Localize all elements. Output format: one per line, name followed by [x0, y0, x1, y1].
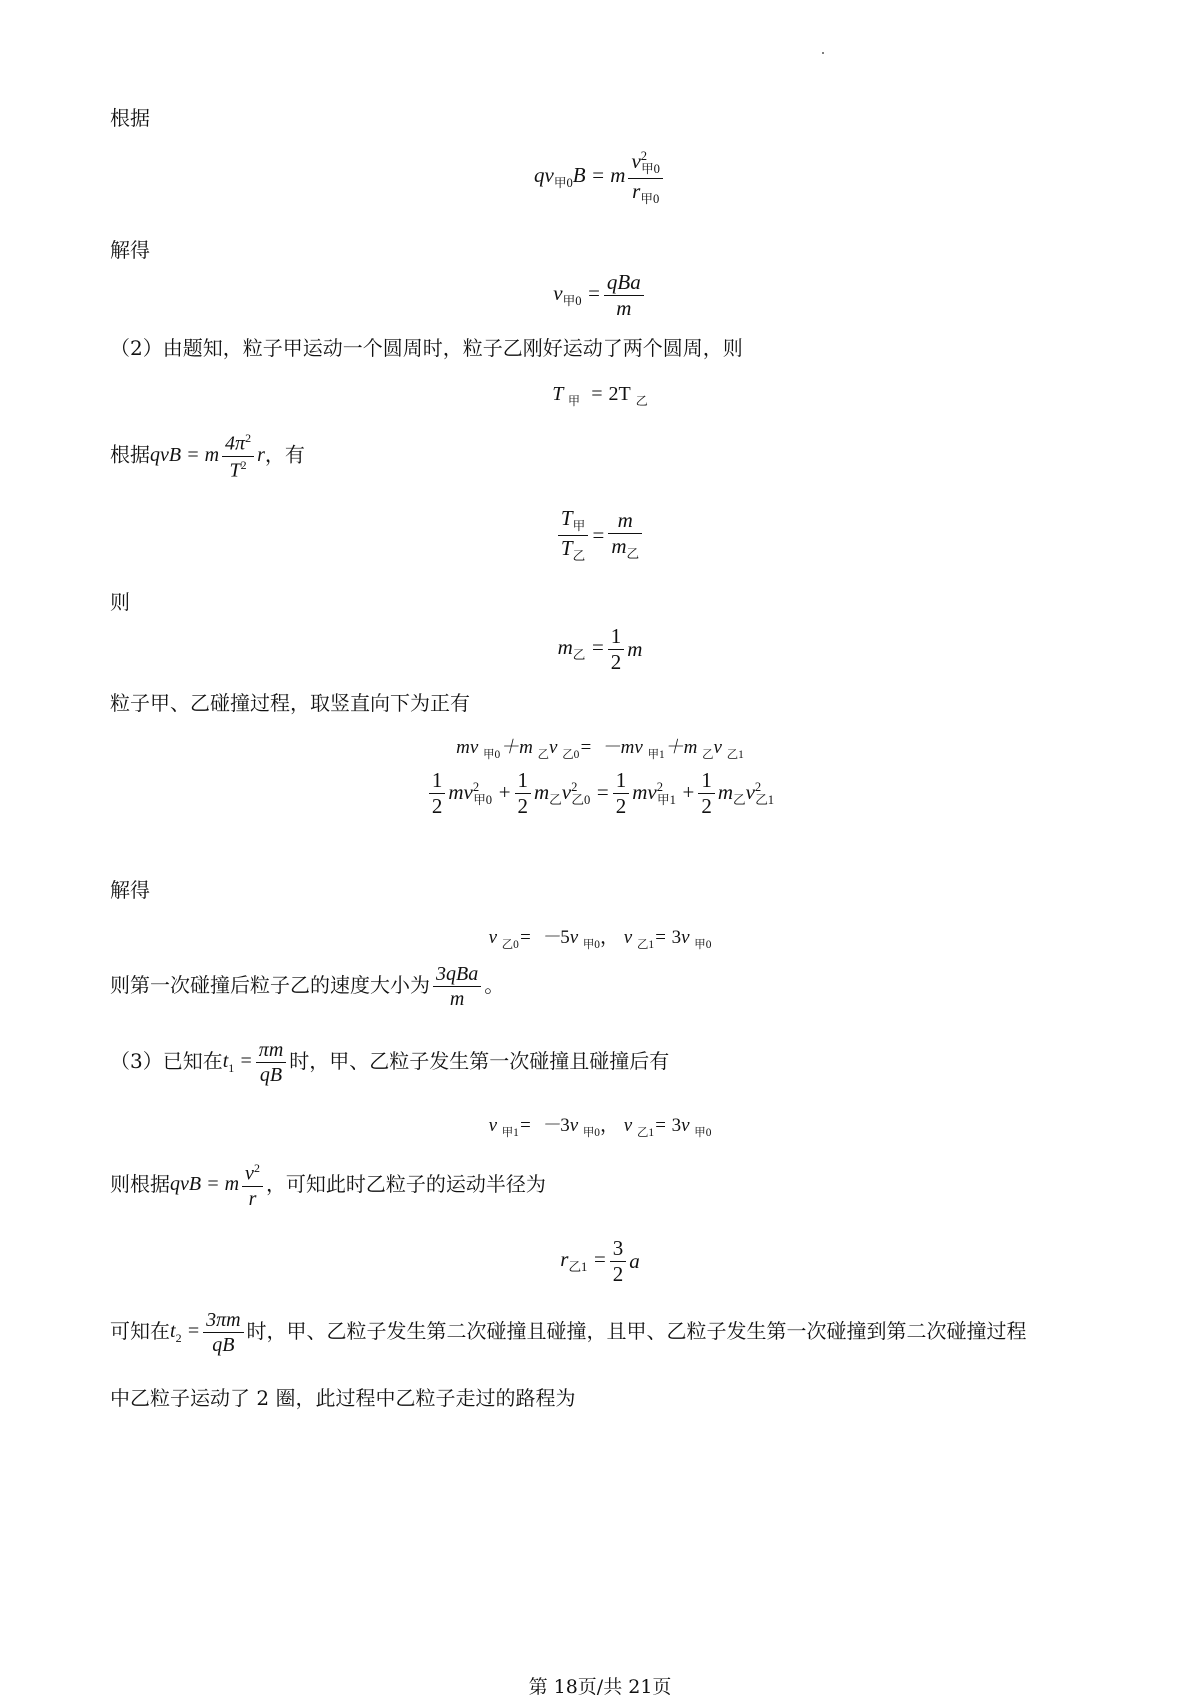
inline-formula-period: qvB = m $\frac{4\pi^2}{T^2}$ r: [150, 431, 265, 482]
text-genju-2: [110, 432, 305, 480]
inline-formula-t2: $t_2$ = $\frac{3\pi m}{qB}$: [170, 1310, 247, 1355]
text-first-collision-prefix: 则第一次碰撞后粒子乙的速度大小为: [110, 973, 430, 997]
text-part3-prefix: （3）已知在: [110, 1049, 223, 1073]
page-footer: 第 18页/共 21页: [528, 1676, 672, 1698]
text-ze-1: 则: [110, 590, 130, 614]
text-radius-prefix: 则根据: [110, 1171, 170, 1196]
text-collision-intro: 粒子甲、乙碰撞过程，取竖直向下为正有: [110, 691, 470, 715]
equation-m-yi: $m_乙$ = $\frac{1}{2}$ m: [557, 624, 643, 674]
text-first-collision-suffix: 。: [484, 973, 505, 997]
text-genju-2-prefix: 根据: [110, 442, 150, 467]
inline-formula-3qBa-over-m: $\frac{\text{3qBa}}{m}$: [433, 964, 481, 1009]
text-genju-2-suffix: ，有: [264, 442, 305, 467]
equation-period-relation: T $_甲$ = 2T $_乙$: [552, 383, 648, 408]
text-first-collision-speed: [110, 964, 504, 1009]
text-radius-intro: [110, 1162, 546, 1209]
equation-momentum-conservation: mv $_{甲0}$＋m $_乙$v $_{乙0}$= －mv $_{甲1}$＋m $_乙$v $_{乙1}$: [456, 737, 744, 761]
equation-energy-conservation: $\frac{1}{2}$ $mv^2_{甲0}$ + $\frac{1}{2}$ $m_乙v^2_{乙0}$ = $\frac{1}{2}$ $mv^2_{甲1}$ + $\frac{1}{2}$ $m_乙v^2_{乙1}$: [0, 770, 1200, 817]
equation-lorentz-centripetal: $qv_{甲0}B = m$ $\frac{v^2_{甲0}}{r_{甲0}}$: [0, 150, 1200, 206]
text-genju-1: 根据: [110, 106, 150, 130]
scan-dot: [822, 52, 824, 54]
text-radius-suffix: ，可知此时乙粒子的运动半径为: [265, 1171, 546, 1196]
text-second-collision-suffix: 时，甲、乙粒子发生第二次碰撞且碰撞，且甲、乙粒子发生第一次碰撞到第二次碰撞过程: [246, 1319, 1027, 1343]
text-path-length: 中乙粒子运动了 2 圈，此过程中乙粒子走过的路程为: [110, 1386, 576, 1410]
equation-velocity-solutions-1: v $_{乙0}$= －5v $_{甲0}$， v $_{乙1}$= 3v $_{甲0}$: [488, 927, 712, 951]
equation-v-jia0: $v_{甲0}$ = $\frac{\text{qBa}}{m}$: [0, 272, 1200, 319]
inline-formula-t1: $t_1$ = $\frac{\pi m}{qB}$: [223, 1040, 290, 1085]
inline-formula-radius: qvB = m $\frac{v^2}{r}$: [170, 1162, 266, 1209]
text-part2-intro: （2）由题知，粒子甲运动一个圆周时，粒子乙刚好运动了两个圆周，则: [110, 336, 743, 360]
text-jiede-1: 解得: [110, 238, 150, 262]
equation-velocity-after-first: v $_{甲1}$= －3v $_{甲0}$， v $_{乙1}$= 3v $_{甲0}$: [488, 1115, 712, 1139]
text-part3-suffix: 时，甲、乙粒子发生第一次碰撞且碰撞后有: [289, 1049, 670, 1073]
text-second-collision: [110, 1310, 1027, 1355]
text-second-collision-prefix: 可知在: [110, 1319, 170, 1343]
equation-period-mass-ratio: $\frac{T_甲}{T_乙}$ = $\frac{m}{m_乙}$: [0, 508, 1200, 563]
text-jiede-2: 解得: [110, 878, 150, 902]
equation-r-yi1: $r_{乙1}$ = $\frac{3}{2}$ a: [560, 1236, 640, 1286]
text-part3-intro: [110, 1040, 669, 1085]
